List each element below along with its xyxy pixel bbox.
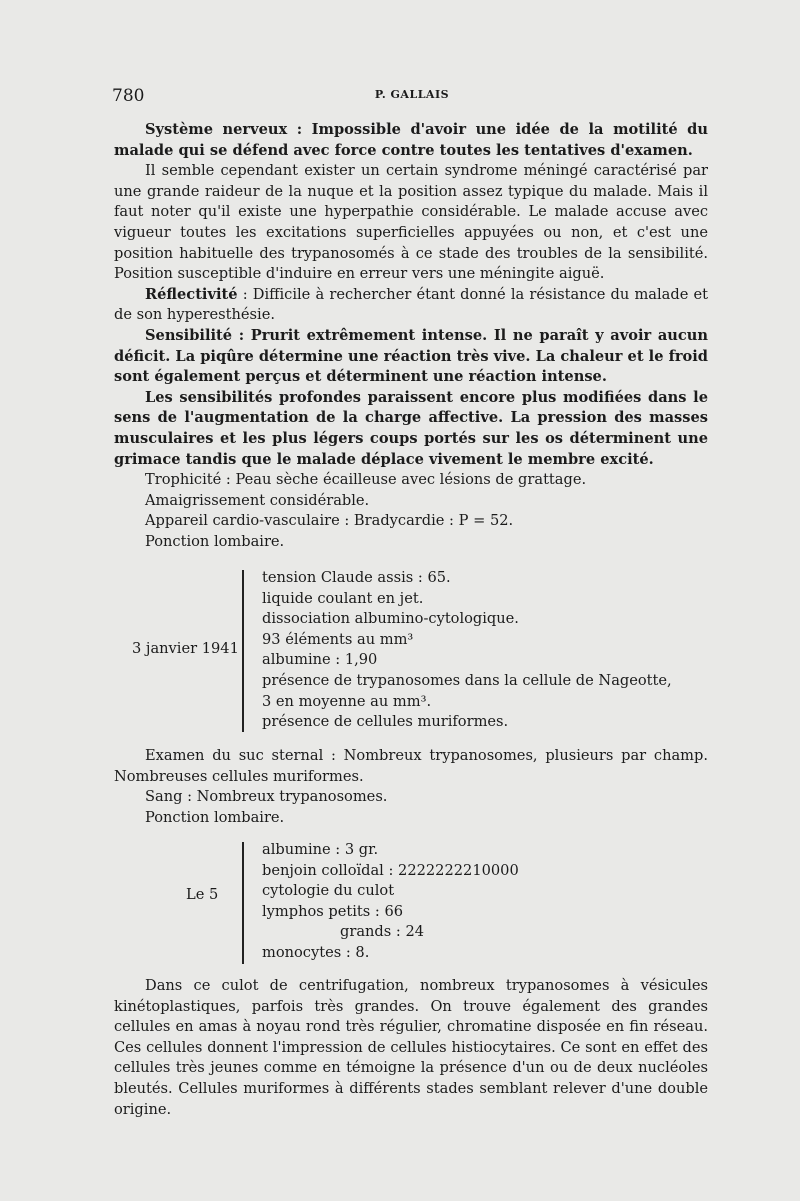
paragraph: Dans ce culot de centrifugation, nombreux trypanosomes à vésicules kinétoplastiques, parfois très grandes. On trouve également des grandes cellules en amas à noyau rond très régulier, chromatine disposée en fin réseau. Ces cellules donnent l'impression de cellules histiocytaires. Ce sont en effet des cellules très jeunes comme en témoigne la présence d'un ou de deux nucléoles bleutés. Cellules muriformes à différents stades semblant relever d'une double origine.: [114, 977, 708, 1118]
section-sternal-exam: [114, 746, 708, 828]
section-centrifugation: [114, 976, 708, 1120]
page-number: 780: [112, 86, 145, 106]
paragraph: Il semble cependant exister un certain syndrome méningé caractérisé par une grande raideur de la nuque et la position assez typique du malade. Mais il faut noter qu'il existe une hyperpathie considérable. Le malade accuse avec vigueur toutes les excitations superficielles appuyées ou non, et c'est une position habituelle des trypanosomés à ce stade des troubles de la sensibilité. Position susceptible d'induire en erreur vers une méningite aiguë.: [114, 162, 708, 283]
list-item: grands : 24: [340, 923, 425, 941]
list-item: 93 éléments au mm³: [262, 630, 414, 648]
paragraph: Les sensibilités profondes paraissent encore plus modifiées dans le sens de l'augmentation de la charge affective. La pression des masses musculaires et les plus légers coups portés sur les os déterminent une grimace tandis que le malade déplace vivement le membre excité.: [114, 388, 708, 468]
paragraph: Trophicité : Peau sèche écailleuse avec lésions de grattage.: [145, 471, 587, 489]
list-item: cytologie du culot: [262, 882, 395, 900]
list-item: présence de trypanosomes dans la cellule de Nageotte,: [262, 671, 672, 689]
brace-icon: [242, 842, 244, 964]
paragraph: Ponction lombaire.: [145, 532, 285, 550]
running-head: P. GALLAIS: [374, 88, 450, 101]
list-item: présence de cellules muriformes.: [262, 713, 509, 731]
paragraph: Amaigrissement considérable.: [145, 491, 370, 509]
list-item: albumine : 3 gr.: [262, 841, 379, 858]
list-item: lymphos petits : 66: [262, 902, 404, 920]
heading-reflectivite: Réflectivité: [145, 285, 238, 303]
paragraph: Appareil cardio-vasculaire : Bradycardie : P = 52.: [145, 512, 514, 530]
list-item: benjoin colloïdal : 2222222210000: [262, 861, 519, 879]
heading-sensibilite: Sensibilité: [145, 326, 233, 344]
list-item: 3 en moyenne au mm³.: [262, 692, 432, 710]
paragraph: Sensibilité : Prurit extrêmement intense. Il ne paraît y avoir aucun déficit. La piqûre détermine une réaction très vive. La chaleur et le froid sont également perçus et déterminent une réaction intense.: [114, 326, 709, 386]
paragraph: Ponction lombaire.: [145, 808, 285, 826]
paragraph: Système nerveux : Impossible d'avoir une idée de la motilité du malade qui se défend avec force contre toutes les tentatives d'examen.: [114, 121, 708, 159]
block-date-label: 3 janvier 1941: [132, 640, 239, 657]
block-item-list: [262, 840, 519, 964]
paragraph: Examen du suc sternal : Nombreux trypanosomes, plusieurs par champ. Nombreuses cellules muriformes.: [114, 747, 708, 785]
list-item: monocytes : 8.: [262, 943, 370, 961]
lumbar-puncture-block-1: [114, 568, 708, 736]
heading-systeme-nerveux: Système nerveux: [145, 121, 288, 138]
list-item: liquide coulant en jet.: [262, 589, 424, 607]
paragraph: Réflectivité : Difficile à rechercher étant donné la résistance du malade et de son hyperesthésie.: [114, 285, 708, 324]
page-header: [112, 86, 712, 108]
list-item: albumine : 1,90: [262, 651, 378, 669]
lumbar-puncture-block-2: [114, 840, 708, 968]
brace-icon: [242, 570, 244, 732]
list-item: tension Claude assis : 65.: [262, 569, 451, 586]
section-nervous-system: [114, 120, 708, 552]
block-item-list: [262, 568, 672, 733]
paragraph: Sang : Nombreux trypanosomes.: [145, 788, 388, 806]
list-item: dissociation albumino-cytologique.: [262, 610, 519, 628]
block-date-label: Le 5: [186, 886, 219, 903]
